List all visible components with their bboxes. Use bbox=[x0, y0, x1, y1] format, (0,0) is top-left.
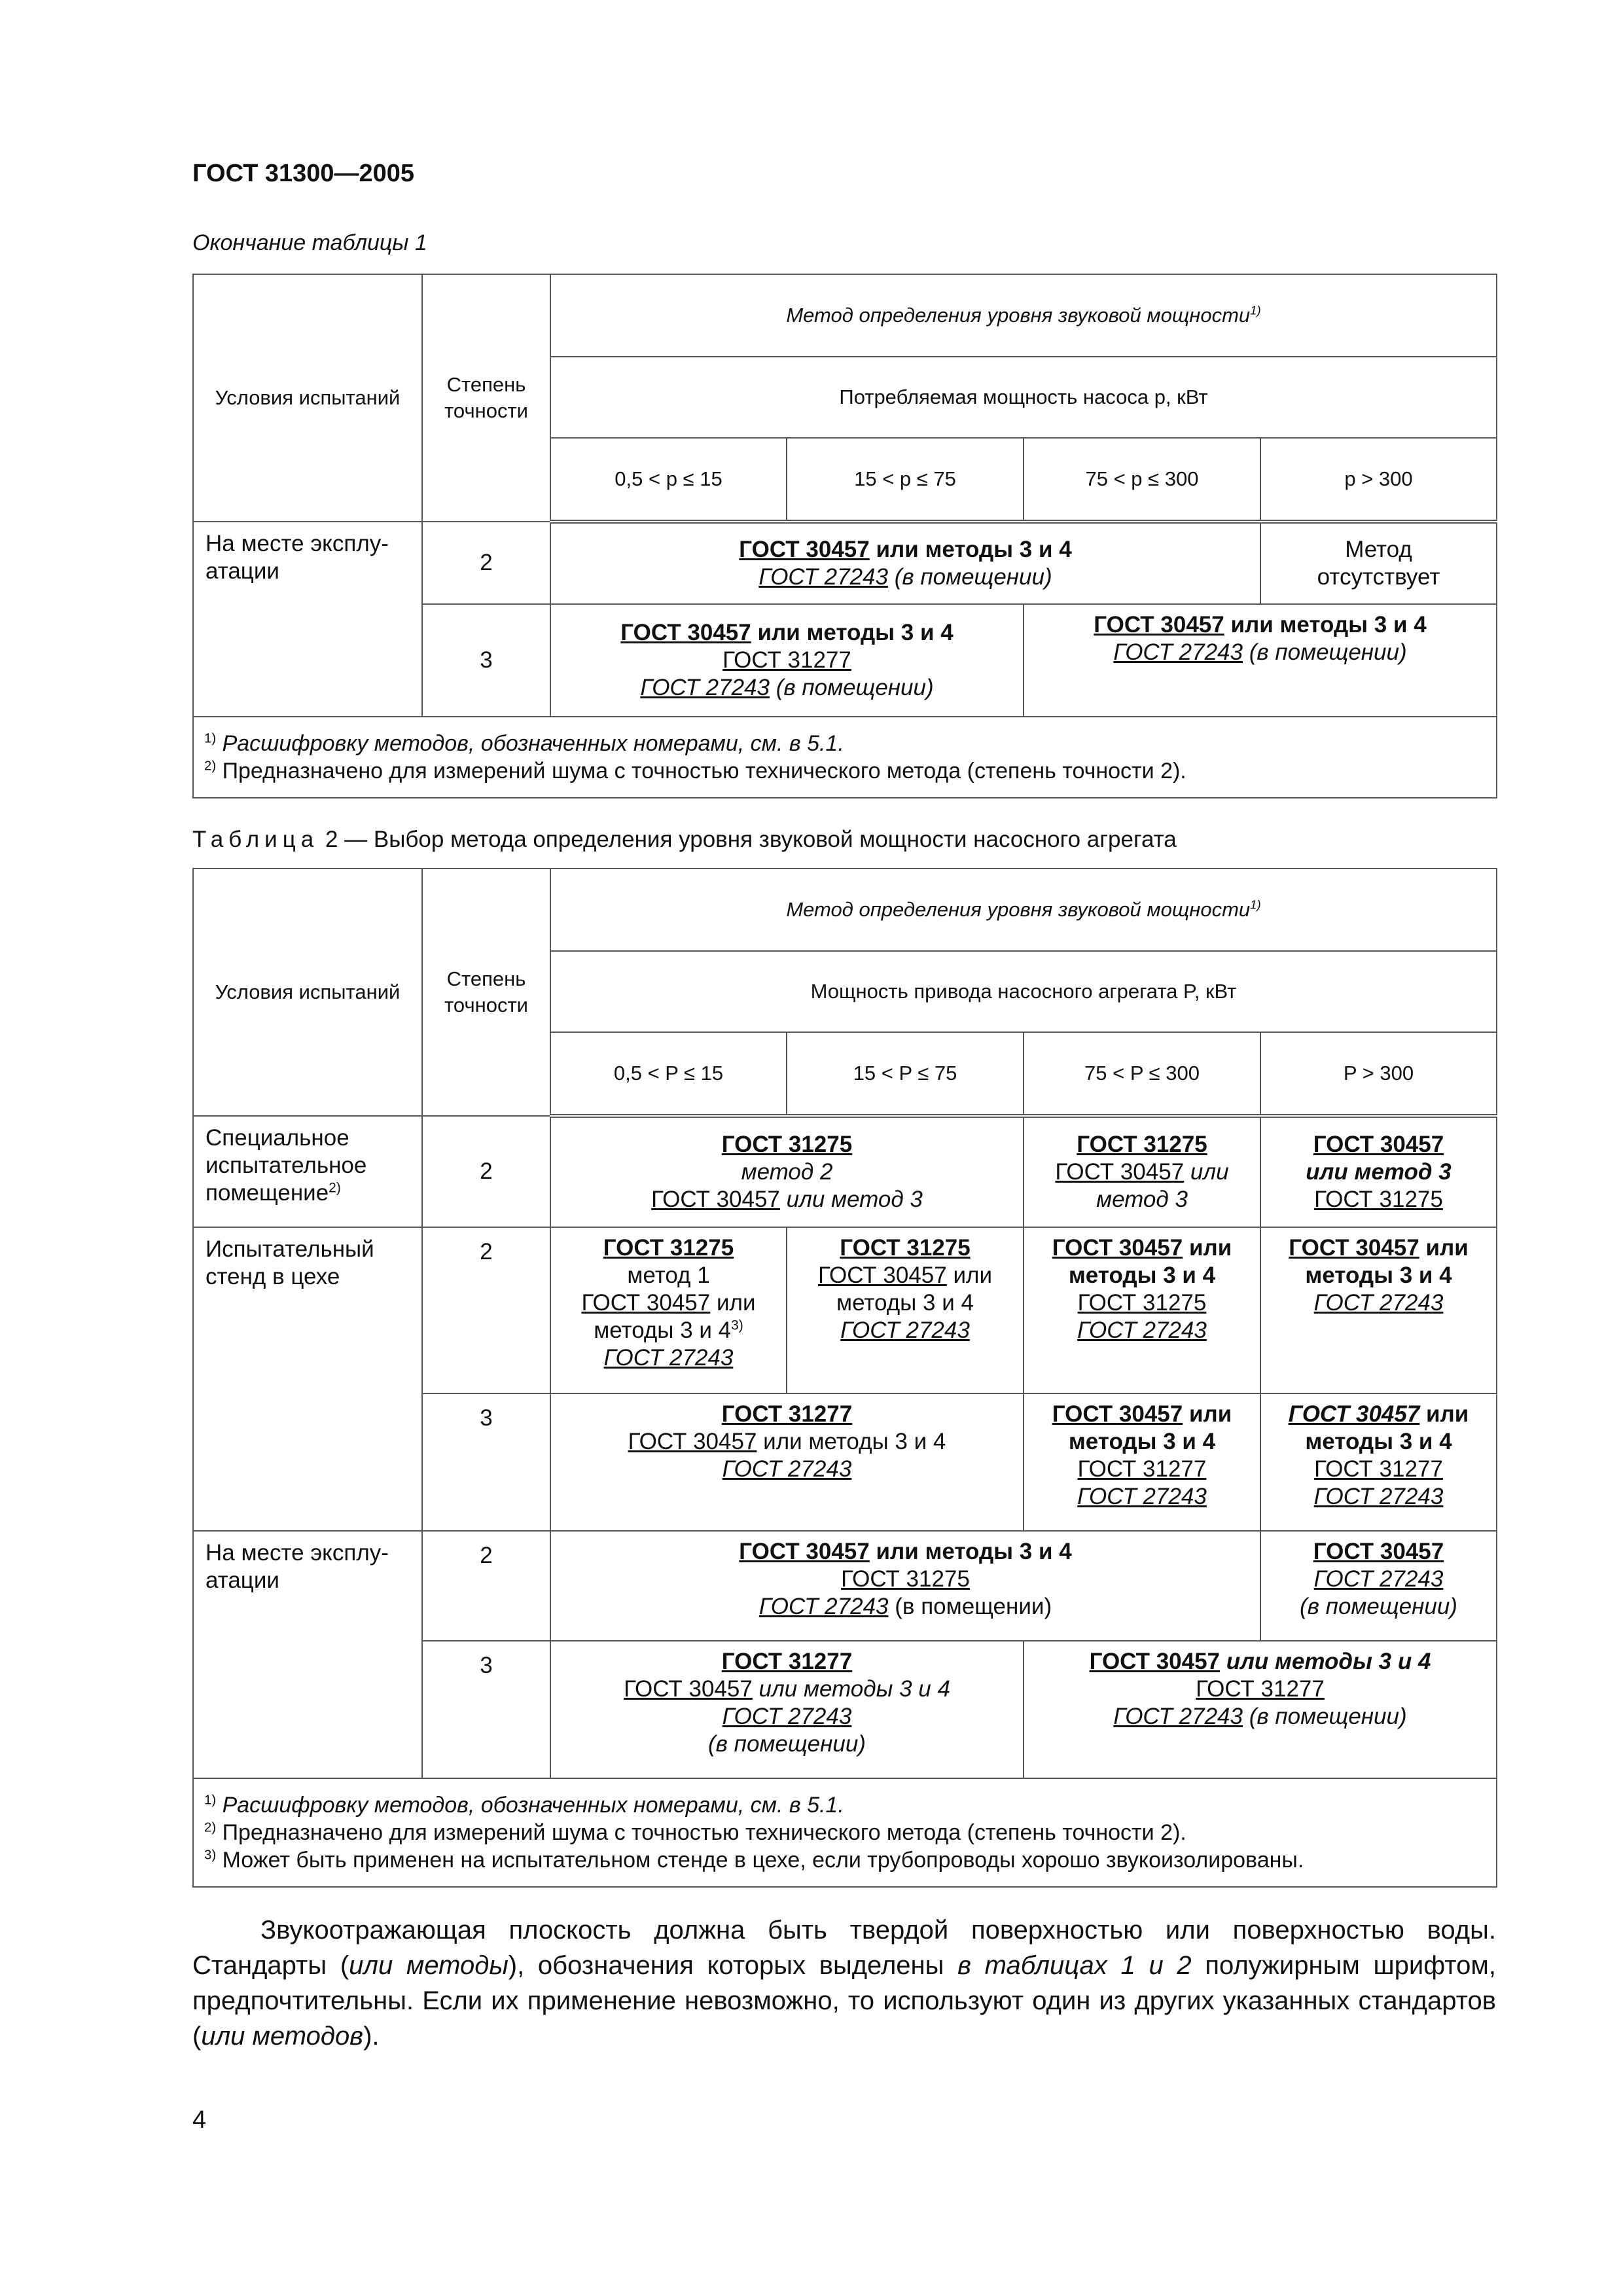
body-paragraph: Звукоотражающая плоскость должна быть твердой поверхностью или поверхностью воды. Стандарты (или методы), обозначения которых выделены в таблицах 1 и 2 полужирным шрифтом, предпочтительны. Если их применение невозможно, то используют один из других указанных стандартов (или методов). bbox=[192, 1916, 1496, 2051]
header-degree: Степень точности bbox=[422, 869, 550, 1116]
range-3: 75 < P ≤ 300 bbox=[1024, 1032, 1260, 1116]
stand-conditions: Испытательный стенд в цехе bbox=[193, 1227, 422, 1531]
degree-cell: 3 bbox=[422, 1641, 550, 1778]
room-conditions: Специальное испытательное помещение$^{2)}$ bbox=[193, 1116, 422, 1227]
method-cell: ГОСТ 30457 или метод 3 ГОСТ 31275 bbox=[1260, 1116, 1497, 1227]
table2-footnotes: $^{1)}$ Расшифровку методов, обозначенных номерами, см. в 5.1. $^{2)}$ Предназначено для измерений шума с точностью технического метода (степень точности 2). $^{3)}$ Может быть применен на испытательном стенде в цехе, если трубопроводы хорошо звукоизолированы. bbox=[193, 1778, 1497, 1887]
site-conditions: На месте эксплу-атации bbox=[193, 522, 422, 717]
document-code: ГОСТ 31300—2005 bbox=[192, 160, 415, 187]
method-cell: Метод отсутствует bbox=[1260, 522, 1497, 604]
range-2: 15 < p ≤ 75 bbox=[787, 438, 1024, 522]
header-method: Метод определения уровня звуковой мощности$^{1)}$ bbox=[550, 274, 1497, 357]
degree-cell: 2 bbox=[422, 1531, 550, 1641]
range-3: 75 < p ≤ 300 bbox=[1024, 438, 1260, 522]
method-cell: ГОСТ 30457 или методы 3 и 4 ГОСТ 27243 (в помещении) bbox=[550, 522, 1260, 604]
method-cell: ГОСТ 31275 ГОСТ 30457 или методы 3 и 4 ГОСТ 27243 bbox=[787, 1227, 1024, 1393]
degree-cell: 2 bbox=[422, 1116, 550, 1227]
method-cell: ГОСТ 30457 или методы 3 и 4 ГОСТ 31277 ГОСТ 27243 bbox=[1024, 1393, 1260, 1531]
method-cell: ГОСТ 30457 ГОСТ 27243 (в помещении) bbox=[1260, 1531, 1497, 1641]
page-number: 4 bbox=[192, 2106, 207, 2134]
method-cell: ГОСТ 30457 или методы 3 и 4 ГОСТ 31277 ГОСТ 27243 bbox=[1260, 1393, 1497, 1531]
method-cell: ГОСТ 31275 ГОСТ 30457 или метод 3 bbox=[1024, 1116, 1260, 1227]
header-method: Метод определения уровня звуковой мощности$^{1)}$ bbox=[550, 869, 1497, 951]
method-cell: ГОСТ 31275 метод 1 ГОСТ 30457 или методы 3 и 4$^{3)}$ ГОСТ 27243 bbox=[550, 1227, 787, 1393]
range-1: 0,5 < P ≤ 15 bbox=[550, 1032, 787, 1116]
range-1: 0,5 < p ≤ 15 bbox=[550, 438, 787, 522]
table1-footnotes: $^{1)}$ Расшифровку методов, обозначенных номерами, см. в 5.1. $^{2)}$ Предназначено для измерений шума с точностью технического метода (степень точности 2). bbox=[193, 717, 1497, 798]
method-cell: ГОСТ 30457 или методы 3 и 4 ГОСТ 27243 (в помещении) bbox=[1024, 604, 1497, 717]
method-cell: ГОСТ 31277 ГОСТ 30457 или методы 3 и 4 ГОСТ 27243 bbox=[550, 1393, 1024, 1531]
degree-cell: 3 bbox=[422, 604, 550, 717]
degree-cell: 2 bbox=[422, 1227, 550, 1393]
header-conditions: Условия испытаний bbox=[193, 274, 422, 522]
site-conditions: На месте эксплу-атации bbox=[193, 1531, 422, 1778]
table-1 bbox=[192, 274, 1497, 798]
range-2: 15 < P ≤ 75 bbox=[787, 1032, 1024, 1116]
table1-caption: Окончание таблицы 1 bbox=[192, 230, 427, 255]
method-cell: ГОСТ 31275 метод 2 ГОСТ 30457 или метод 3 bbox=[550, 1116, 1024, 1227]
method-cell: ГОСТ 30457 или методы 3 и 4 ГОСТ 31277 ГОСТ 27243 (в помещении) bbox=[1024, 1641, 1497, 1778]
method-cell: ГОСТ 30457 или методы 3 и 4 ГОСТ 31277 ГОСТ 27243 (в помещении) bbox=[550, 604, 1024, 717]
method-cell: ГОСТ 31277 ГОСТ 30457 или методы 3 и 4 ГОСТ 27243 (в помещении) bbox=[550, 1641, 1024, 1778]
range-4: p > 300 bbox=[1260, 438, 1497, 522]
degree-cell: 3 bbox=[422, 1393, 550, 1531]
header-power: Мощность привода насосного агрегата P, кВт bbox=[550, 951, 1497, 1032]
method-cell: ГОСТ 30457 или методы 3 и 4 ГОСТ 31275 ГОСТ 27243 bbox=[1024, 1227, 1260, 1393]
table2-caption: Таблица 2 — Выбор метода определения уровня звуковой мощности насосного агрегата bbox=[192, 827, 1177, 852]
header-power: Потребляемая мощность насоса p, кВт bbox=[550, 357, 1497, 438]
range-4: P > 300 bbox=[1260, 1032, 1497, 1116]
header-degree: Степень точности bbox=[422, 274, 550, 522]
method-cell: ГОСТ 30457 или методы 3 и 4 ГОСТ 31275 ГОСТ 27243 (в помещении) bbox=[550, 1531, 1260, 1641]
degree-cell: 2 bbox=[422, 522, 550, 604]
header-conditions: Условия испытаний bbox=[193, 869, 422, 1116]
table-2 bbox=[192, 868, 1497, 1888]
method-cell: ГОСТ 30457 или методы 3 и 4 ГОСТ 27243 bbox=[1260, 1227, 1497, 1393]
